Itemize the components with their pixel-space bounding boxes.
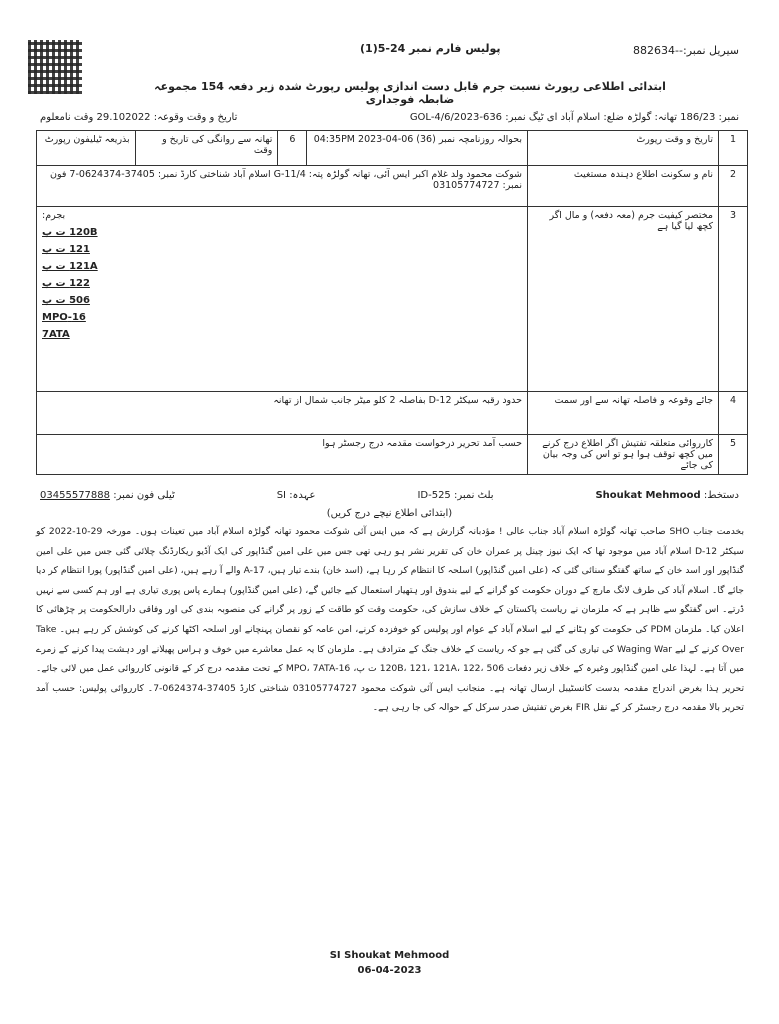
- table-row: [37, 435, 748, 475]
- officer-phone: 03455577888: [40, 490, 111, 501]
- row-number: 3: [719, 207, 748, 392]
- signature-row: [40, 490, 739, 501]
- row-label: جائے وقوعہ و فاصلہ تھانہ سے اور سمت: [528, 392, 719, 435]
- belt-label: بلٹ نمبر:: [453, 490, 494, 501]
- closing-signature: [0, 950, 779, 980]
- crime-section: 121A ت پ: [42, 261, 98, 272]
- table-row: [37, 166, 748, 207]
- row-number: 4: [719, 392, 748, 435]
- signed-label: دستخط:: [703, 490, 739, 501]
- instruction-note: (ابتدائی اطلاع نیچے درج کریں): [326, 508, 453, 519]
- table-row: [37, 392, 748, 435]
- row-value: بحوالہ روزنامچہ نمبر (36) 06-04-2023 04:35PM: [307, 131, 528, 166]
- row-label: مختصر کیفیت جرم (معہ دفعہ) و مال اگر کچھ لیا گیا ہے: [528, 207, 719, 392]
- row-number: 5: [719, 435, 748, 475]
- row-number: 1: [719, 131, 748, 166]
- crime-section: 16-MPO: [42, 312, 86, 323]
- crime-section: 122 ت پ: [42, 278, 90, 289]
- crime-section: 121 ت پ: [42, 244, 90, 255]
- fir-table: [36, 130, 748, 475]
- row-label: تھانہ سے روانگی کی تاریخ و وقت: [135, 131, 278, 166]
- row-value: بذریعہ ٹیلیفون رپورٹ: [37, 131, 136, 166]
- belt-number: 525-ID: [417, 490, 451, 501]
- row-value: [37, 207, 528, 392]
- signer-name: SI Shoukat Mehmood: [329, 950, 450, 961]
- table-row: [37, 207, 748, 392]
- crimes-head: بجرم:: [42, 210, 66, 221]
- officer-rank: SI: [276, 490, 286, 501]
- phone-label: ٹیلی فون نمبر:: [113, 490, 175, 501]
- row-value: حدود رقبہ سیکٹر D-12 بفاصلہ 2 کلو میٹر جانب شمال از تھانہ: [37, 392, 528, 435]
- form-number: پولیس فارم نمبر 24-5(1): [360, 42, 501, 55]
- row-label: نام و سکونت اطلاع دہندہ مستغیث: [528, 166, 719, 207]
- serial-number: سیریل نمبر:--882634: [633, 44, 739, 57]
- document-subtitle: ابتدائی اطلاعی رپورٹ نسبت جرم قابل دست اندازی پولیس رپورٹ شدہ زیر دفعہ 154 مجموعہ ضابطہ فوجداری: [154, 80, 666, 106]
- crime-section: 7ATA: [42, 329, 70, 340]
- signer-date: 06-04-2023: [357, 965, 422, 976]
- fir-number: نمبر: 186/23 تھانہ: گولڑہ ضلع: اسلام آباد ای ٹیگ نمبر: GOL-4/6/2023-636: [409, 112, 739, 123]
- crime-section: 506 ت پ: [42, 295, 90, 306]
- complaint-body: بخدمت جناب SHO صاحب تھانہ گولڑہ اسلام آباد جناب عالی ! مؤدبانہ گزارش ہے کہ میں ایس آئی شوکت محمود تھانہ گولڑہ اسلام آباد میں تعینات ہوں۔ مورخہ 29-10-2022 کو سیکٹر D-12 اسلام آباد میں موجود تھا کہ ایک نیوز چینل پر عمران خان کی تقریر نشر ہو رہی تھی جس میں علی امین گنڈاپور کی ایک آڈیو ریکارڈنگ چلائی گئی جس میں علی امین گنڈاپور اور اسد خان کے ساتھ گفتگو سنائی گئی کہ (علی امین گنڈاپور) اسلحہ کا انتظام کر رہا ہے، (اسد خان) بندے تیار ہیں، A-17 والے آ رہے ہیں، (علی امین گنڈاپور) پورا انتظام کر دیا جائے گا۔ اسلام آباد کی طرف لانگ مارچ کے دوران حکومت کو گرانے کے لیے بندوق اور ہتھیار استعمال کیے جائیں گے، (علی امین گنڈاپور) ہمارے پاس پوری تیاری ہے اور ہم کسی سے نہیں ڈرتے۔ اس گفتگو سے ظاہر ہے کہ ملزمان نے ریاست پاکستان کے خلاف سازش کی، حکومت وقت کو طاقت کے زور پر گرانے کی منصوبہ بندی کی اور وفاقی دارالحکومت پر چڑھائی کا اعلان کیا۔ ملزمان PDM کی حکومت کو ہٹانے کے لیے اسلام آباد کے عوام اور پولیس کو خوفزدہ کرنے، امن عامہ کو نقصان پہنچانے اور اسلحہ اکٹھا کرنے کی کوشش کر رہے ہیں۔ Take Over کرنے کے لیے Waging War کی تیاری کی گئی ہے جو کہ ریاست کے خلاف جنگ کے مترادف ہے۔ ملزمان کا یہ عمل معاشرے میں خوف و ہراس پھیلانے اور دہشت پیدا کرنے کے زمرے میں آتا ہے۔ لہذا علی امین گنڈاپور وغیرہ کے خلاف زیر دفعات 120B، 121، 121A، 122، 506 ت پ، 16-MPO، 7ATA کے تحت مقدمہ درج کر کے قانونی کارروائی عمل میں لائی جائے۔ تحریر ہذا بغرض اندراج مقدمہ بدست کانسٹیبل ارسال تھانہ ہے۔ منجانب ایس آئی شوکت محمود 03105774727 شناختی کارڈ 37405-0624374-7۔ کارروائی پولیس: حسب آمد تحریر بالا مقدمہ درج رجسٹر کر کے نقل FIR بغرض تفتیش صدر سرکل کے حوالہ کی جا رہی ہے۔: [36, 526, 745, 714]
- row-label: کارروائی متعلقہ تفتیش اگر اطلاع درج کرنے میں کچھ توقف ہوا ہو تو اس کی وجہ بیان کی جائے: [528, 435, 719, 475]
- row-value: حسب آمد تحریر درخواست مقدمہ درج رجسٹر ہوا: [37, 435, 528, 475]
- table-row: [37, 131, 748, 166]
- row-number: 6: [278, 131, 307, 166]
- crime-section: 120B ت پ: [42, 227, 98, 238]
- officer-name: Shoukat Mehmood: [595, 490, 701, 501]
- rank-label: عہدہ:: [289, 490, 316, 501]
- row-number: 2: [719, 166, 748, 207]
- row-label: تاریخ و وقت رپورٹ: [528, 131, 719, 166]
- qr-code: [28, 40, 82, 94]
- incident-date-time: تاریخ و وقت وقوعہ: 29.102022 وقت نامعلوم: [40, 112, 238, 123]
- row-value: شوکت محمود ولد غلام اکبر ایس آئی، تھانہ گولڑہ پتہ: G-11/4 اسلام آباد شناختی کارڈ نمبر: 37405-0624374-7 فون نمبر: 03105774727: [37, 166, 528, 207]
